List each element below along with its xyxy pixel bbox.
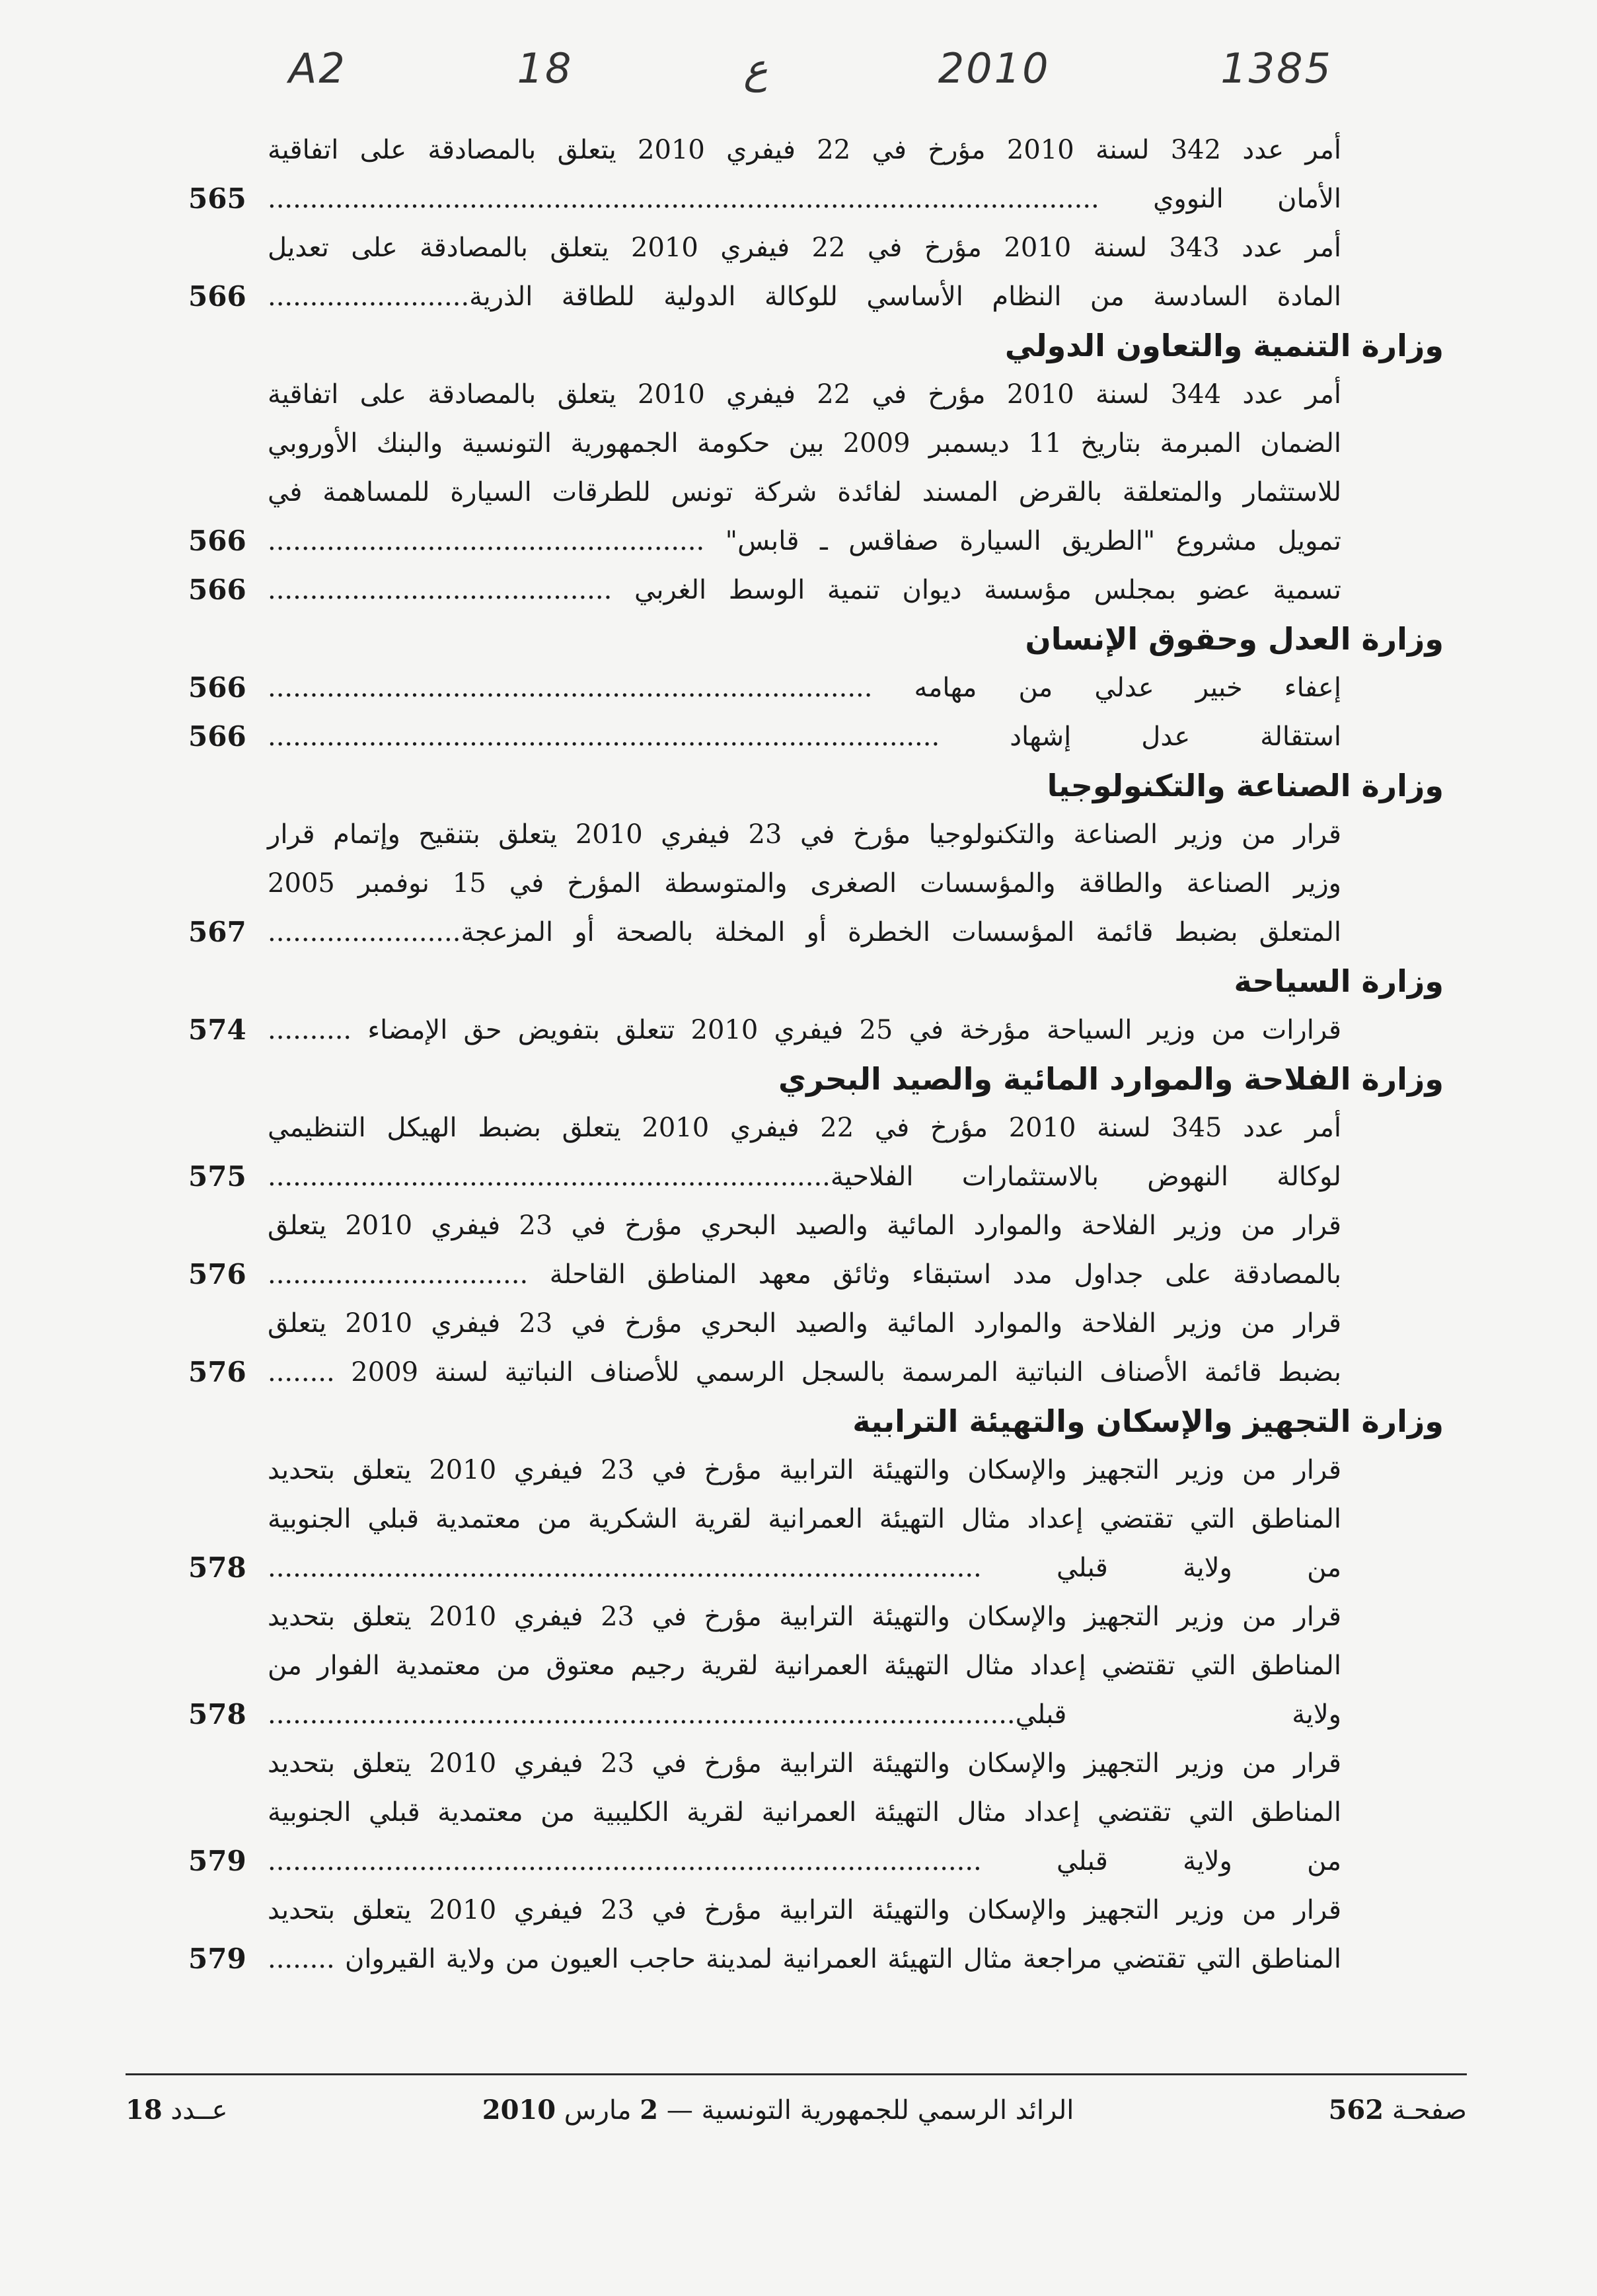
entry-line: للاستثمار والمتعلقة بالقرض المسند لفائدة شركة تونس للطرقات السيارة للمساهمة في — [268, 477, 1341, 507]
page-footer — [126, 2087, 1467, 2133]
table-of-contents — [188, 126, 1444, 1983]
ministry-heading: وزارة السياحة — [1234, 963, 1444, 999]
entry-line: قرار من وزير الفلاحة والموارد المائية والصيد البحري مؤرخ في 23 فيفري 2010 يتعلق — [268, 1308, 1341, 1339]
entry-line: أمر عدد 343 لسنة 2010 مؤرخ في 22 فيفري 2010 يتعلق بالمصادقة على تعديل — [268, 233, 1341, 263]
entry-page-number: 576 — [188, 1356, 246, 1388]
entry-line: أمر عدد 345 لسنة 2010 مؤرخ في 22 فيفري 2010 يتعلق بضبط الهيكل التنظيمي — [268, 1113, 1341, 1143]
entry-line: قرار من وزير الفلاحة والموارد المائية والصيد البحري مؤرخ في 23 فيفري 2010 يتعلق — [268, 1210, 1341, 1241]
entry-line: تمويل مشروع "الطريق السيارة صفاقس ـ قابس" .................................................... — [268, 526, 1341, 556]
toc-entry[interactable] — [188, 1103, 1341, 1201]
entry-line: وزير الصناعة والطاقة والمؤسسات الصغرى والمتوسطة المؤرخ في 15 نوفمبر 2005 — [268, 868, 1341, 899]
footer-page-number: 562 — [1328, 2094, 1384, 2126]
footer-page — [1329, 2094, 1467, 2126]
entry-page-number: 579 — [188, 1845, 246, 1877]
footer-issue-label: عــدد — [170, 2094, 228, 2126]
entry-line: أمر عدد 342 لسنة 2010 مؤرخ في 22 فيفري 2010 يتعلق بالمصادقة على اتفاقية — [268, 135, 1342, 165]
handwritten-annotations — [289, 38, 1333, 98]
footer-gazette-title: الرائد الرسمي للجمهورية التونسية — — [666, 2094, 1074, 2126]
entry-line: ولاية قبلي......................................................................................... — [268, 1699, 1341, 1730]
toc-entry[interactable] — [188, 1739, 1342, 1886]
entry-page-number: 566 — [188, 280, 246, 313]
entry-page-number: 566 — [188, 525, 246, 557]
entry-line: من ولاية قبلي ..................................................................................... — [268, 1553, 1341, 1583]
footer-issue-number: 18 — [126, 2094, 163, 2126]
entry-line: قرار من وزير التجهيز والإسكان والتهيئة الترابية مؤرخ في 23 فيفري 2010 يتعلق بتحديد — [268, 1895, 1342, 1925]
ministry-heading: وزارة الفلاحة والموارد المائية والصيد البحري — [778, 1061, 1444, 1097]
entry-page-number: 575 — [188, 1160, 246, 1193]
entry-line: المناطق التي تقتضي إعداد مثال التهيئة العمرانية لقرية الشكرية من معتمدية قبلي الجنوبية — [268, 1504, 1341, 1534]
entry-line: بضبط قائمة الأصناف النباتية المرسمة بالسجل الرسمي للأصناف النباتية لسنة 2009 ........ — [268, 1357, 1341, 1388]
entry-line: لوكالة النهوض بالاستثمارات الفلاحية................................................................... — [268, 1162, 1341, 1192]
entry-page-number: 576 — [188, 1258, 246, 1290]
footer-gazette — [482, 2094, 1074, 2126]
ministry-heading: وزارة العدل وحقوق الإنسان — [1025, 621, 1444, 657]
annotation-mid1: 18 — [517, 44, 574, 93]
entry-page-number: 567 — [188, 916, 246, 948]
entry-page-number: 574 — [188, 1014, 246, 1046]
entry-line: من ولاية قبلي ..................................................................................... — [268, 1846, 1341, 1876]
annotation-right: 1385 — [1220, 44, 1333, 93]
footer-month: مارس — [564, 2094, 632, 2126]
entry-page-number: 566 — [188, 671, 246, 704]
entry-line: قرار من وزير التجهيز والإسكان والتهيئة الترابية مؤرخ في 23 فيفري 2010 يتعلق بتحديد — [268, 1748, 1342, 1779]
toc-entry[interactable] — [188, 712, 1341, 761]
entry-line: قرار من وزير التجهيز والإسكان والتهيئة الترابية مؤرخ في 23 فيفري 2010 يتعلق بتحديد — [268, 1602, 1342, 1632]
footer-page-label: صفحـة — [1392, 2094, 1467, 2126]
entry-page-number: 578 — [188, 1551, 246, 1584]
entry-line: الضمان المبرمة بتاريخ 11 ديسمبر 2009 بين حكومة الجمهورية التونسية والبنك الأوروبي — [268, 428, 1342, 459]
toc-entry[interactable] — [188, 1592, 1342, 1739]
toc-entry[interactable] — [188, 566, 1341, 614]
toc-entry[interactable] — [188, 370, 1342, 566]
entry-page-number: 566 — [188, 574, 246, 606]
footer-day: 2 — [640, 2094, 659, 2126]
entry-page-number: 566 — [188, 720, 246, 753]
entry-line: المناطق التي تقتضي إعداد مثال التهيئة العمرانية لقرية الكليبية من معتمدية قبلي الجنوبية — [268, 1797, 1341, 1828]
entry-line: استقالة عدل إشهاد ................................................................................ — [268, 722, 1341, 752]
toc-entry[interactable] — [188, 126, 1342, 223]
annotation-left: A2 — [289, 44, 347, 93]
entry-line: المادة السادسة من النظام الأساسي للوكالة الدولية للطاقة الذرية........................ — [268, 281, 1341, 312]
toc-entry[interactable] — [188, 223, 1341, 321]
entry-page-number: 579 — [188, 1943, 246, 1975]
ministry-heading: وزارة التنمية والتعاون الدولي — [1004, 328, 1444, 363]
entry-line: بالمصادقة على جداول مدد استبقاء وثائق معهد المناطق القاحلة ............................... — [268, 1259, 1341, 1290]
annotation-year: 2010 — [938, 44, 1051, 93]
toc-entry[interactable] — [188, 663, 1341, 712]
footer-year: 2010 — [482, 2094, 556, 2126]
toc-entry[interactable] — [188, 810, 1342, 957]
toc-entry[interactable] — [188, 1201, 1341, 1299]
entry-line: إعفاء خبير عدلي من مهامه ........................................................................ — [268, 673, 1341, 703]
entry-page-number: 565 — [188, 182, 246, 215]
footer-issue — [126, 2094, 228, 2126]
entry-line: قرار من وزير التجهيز والإسكان والتهيئة الترابية مؤرخ في 23 فيفري 2010 يتعلق بتحديد — [268, 1455, 1342, 1485]
entry-line: المناطق التي تقتضي إعداد مثال التهيئة العمرانية لقرية رجيم معتوق من معتمدية الفوار من — [268, 1650, 1341, 1681]
footer-rule — [126, 2073, 1467, 2075]
annotation-mid2: ع — [743, 44, 768, 93]
toc-entry[interactable] — [188, 1446, 1342, 1592]
toc-entry[interactable] — [188, 1886, 1342, 1983]
entry-line: قرارات من وزير السياحة مؤرخة في 25 فيفري 2010 تتعلق بتفويض حق الإمضاء .......... — [268, 1015, 1342, 1045]
entry-line: تسمية عضو بمجلس مؤسسة ديوان تنمية الوسط الغربي ......................................... — [268, 575, 1341, 605]
toc-entry[interactable] — [188, 1006, 1342, 1055]
entry-line: المناطق التي تقتضي مراجعة مثال التهيئة العمرانية لمدينة حاجب العيون من ولاية القيروان ........ — [268, 1944, 1341, 1974]
entry-page-number: 578 — [188, 1698, 246, 1730]
entry-line: المتعلق بضبط قائمة المؤسسات الخطرة أو المخلة بالصحة أو المزعجة....................... — [268, 917, 1341, 947]
ministry-heading: وزارة الصناعة والتكنولوجيا — [1047, 768, 1444, 803]
entry-line: أمر عدد 344 لسنة 2010 مؤرخ في 22 فيفري 2010 يتعلق بالمصادقة على اتفاقية — [268, 379, 1342, 410]
toc-entry[interactable] — [188, 1299, 1341, 1397]
entry-line: قرار من وزير الصناعة والتكنولوجيا مؤرخ في 23 فيفري 2010 يتعلق بتنقيح وإتمام قرار — [268, 819, 1342, 850]
entry-line: الأمان النووي ................................................................................................... — [268, 184, 1341, 214]
ministry-heading: وزارة التجهيز والإسكان والتهيئة الترابية — [852, 1403, 1444, 1439]
